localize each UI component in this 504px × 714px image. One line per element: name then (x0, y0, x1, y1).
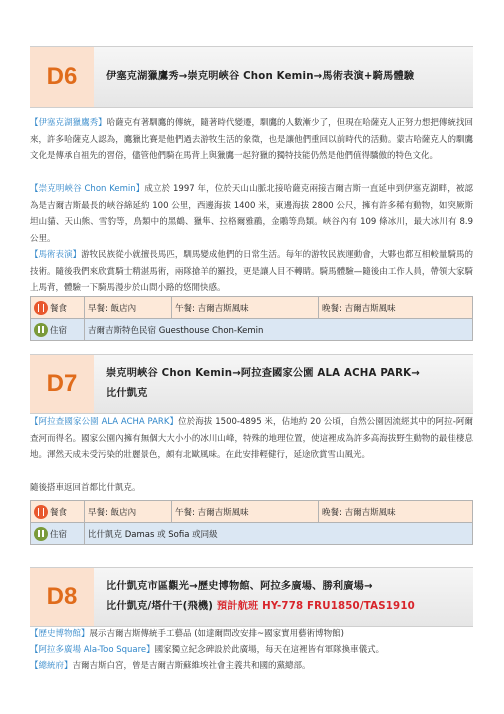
day6-meal-row (31, 297, 473, 319)
day6-stay-label: 住宿 (50, 325, 68, 336)
day6-meal-label-cell (31, 297, 85, 319)
day7-meal-row (31, 501, 473, 523)
day6-tag-horse: 【馬術表演】 (30, 250, 82, 260)
day8-title-line1: 比什凱克市區觀光→歷史博物館、阿拉多廣場、勝利廣場→ (106, 581, 373, 592)
day7-meal-table (30, 500, 473, 545)
day7-title (94, 355, 473, 413)
day7-stay-label: 住宿 (50, 529, 68, 540)
day8-title-route: 比什凱克/塔什干(飛機) (106, 601, 217, 612)
day8-paragraph-alatoo (30, 642, 473, 659)
day8-paragraph-whitehouse (30, 658, 473, 675)
day8-flight-info: 預計航班 HY-778 FRU1850/TAS1910 (216, 601, 415, 612)
day8-header (30, 567, 473, 627)
day6-paragraph-chonkemin (30, 181, 473, 247)
day7-breakfast: 早餐: 飯店內 (85, 501, 172, 523)
lodging-icon (34, 323, 48, 337)
day7-text-alaarcha: 位於海拔 1500-4895 米，佔地約 20 公頃，自然公園因流經其中的阿拉-阿爾查河而得名。國家公園內擁有無個大大小小的冰川山峰，特殊的地理位置，使這裡成為許多高海拔野生動物的最佳棲息地。渾然天成未受污染的壯麗景色，頗有北歐風味。在此安排輕健行，延途欣賞雪山風光。 (30, 417, 473, 460)
day6-text-falcon: 哈薩克有著馴鷹的傳統，隨著時代變遷，馴鷹的人數漸少了，但現在哈薩克人正努力想把傳統找回來，許多哈薩克人認為，鷹獵比賽是他們過去游牧生活的象徵，也是讓他們重回以前時代的活動。蒙古哈薩克人的馴鷹文化是傳承自祖先的習俗，儘管他們騎在馬背上與獵鷹一起狩獵的獨特技能仍然是他們值得驕傲的特色文化。 (30, 118, 473, 161)
day7-title-line2: 比什凱克 (106, 388, 148, 399)
day8-tag-alatoo: 【阿拉多廣場 Ala-Too Square】 (30, 645, 155, 655)
day7-meal-label-cell (31, 501, 85, 523)
day6-title (94, 47, 473, 107)
day7-stay-text: 比什凱克 Damas 或 Sofia 或同級 (85, 523, 473, 545)
day7-meal-label: 餐食 (50, 507, 68, 518)
day6-text-chonkemin: 成立於 1997 年，位於天山山脈北接哈薩克兩接吉爾吉斯一直延申到伊塞克湖畔，被認為是吉爾吉斯最長的峽谷綿延約 100 公里，西邊海拔 1400 米，東邊海拔 2800 公尺，擁有許多稀有動物，如突厥斯坦山貓、天山熊、雪豹等，鳥類中的黑鶴、獵隼、拉格爾雅鶥，金鵰等鳥類。峽谷內有 109 條冰川，最大冰川有 8.9 公里。 (30, 184, 473, 244)
meal-icon (34, 505, 48, 519)
day6-tag-falcon: 【伊塞克湖獵鷹秀】 (30, 118, 107, 128)
day6-stay-text: 吉爾吉斯特色民宿 Guesthouse Chon-Kemin (85, 319, 473, 341)
day6-stay-label-cell (31, 319, 85, 341)
day6-dinner: 晚餐: 吉爾吉斯風味 (319, 297, 473, 319)
day7-badge: D7 (30, 355, 94, 413)
day6-lunch: 午餐: 吉爾吉斯風味 (172, 297, 319, 319)
day8-text-museum: 展示吉爾吉斯傳統手工藝品 (如達爾問改安排~國家實用藝術博物館) (89, 629, 344, 639)
day7-lunch: 午餐: 吉爾吉斯風味 (172, 501, 319, 523)
day8-title-line2 (106, 597, 473, 617)
day6-paragraph-horse (30, 247, 473, 297)
day8-paragraph-museum (30, 626, 473, 643)
day6-stay-row (31, 319, 473, 341)
day6-badge: D6 (30, 47, 94, 107)
day6-meal-table (30, 296, 473, 341)
day6-paragraph-falcon (30, 115, 473, 165)
day6-meal-label: 餐食 (50, 303, 68, 314)
day8-title (94, 568, 473, 626)
day6-title-text: 伊塞克湖獵鷹秀→崇克明峽谷 Chon Kemin→馬術表演+騎馬體驗 (106, 71, 415, 82)
day7-stay-row (31, 523, 473, 545)
day7-paragraph-alaarcha (30, 414, 473, 464)
day8-text-alatoo: 國家獨立紀念碑設於此廣場，每天在這裡皆有軍隊換車儀式。 (154, 645, 385, 655)
day8-tag-museum: 【歷史博物館】 (30, 629, 90, 639)
day7-dinner: 晚餐: 吉爾吉斯風味 (319, 501, 473, 523)
meal-icon (34, 301, 48, 315)
day7-paragraph-return (30, 480, 473, 497)
day6-tag-chonkemin: 【崇克明峽谷 Chon Kemin】 (30, 184, 145, 194)
day8-badge: D8 (30, 568, 94, 626)
day8-tag-whitehouse: 【總統府】 (30, 661, 73, 671)
day8-text-whitehouse: 吉爾吉斯白宮，曾是吉爾吉斯蘇維埃社會主義共和國的黨總部。 (72, 661, 311, 671)
day7-header (30, 354, 473, 414)
day6-header (30, 46, 473, 108)
day7-text-return: 隨後搭車返回首都比什凱克。 (30, 483, 141, 493)
day7-stay-label-cell (31, 523, 85, 545)
day6-breakfast: 早餐: 飯店內 (85, 297, 172, 319)
day6-text-horse: 游牧民族從小就擅長馬匹，馴馬變成他們的日常生活。每年的游牧民族運動會，大夥也都互相較量騎馬的技術。隨後我們來欣賞騎士精湛馬術，兩隊搶羊的羅投，更是讓人目不轉睛。騎馬體驗—隨後由工作人員，帶領大家騎上馬背，體驗一下騎馬漫步於山間小路的悠閒快感。 (30, 250, 473, 293)
day7-title-line1: 崇克明峽谷 Chon Kemin→阿拉查國家公園 ALA ACHA PARK→ (106, 368, 421, 379)
lodging-icon (34, 527, 48, 541)
day7-tag-alaarcha: 【阿拉查國家公園 ALA ACHA PARK】 (30, 417, 179, 427)
